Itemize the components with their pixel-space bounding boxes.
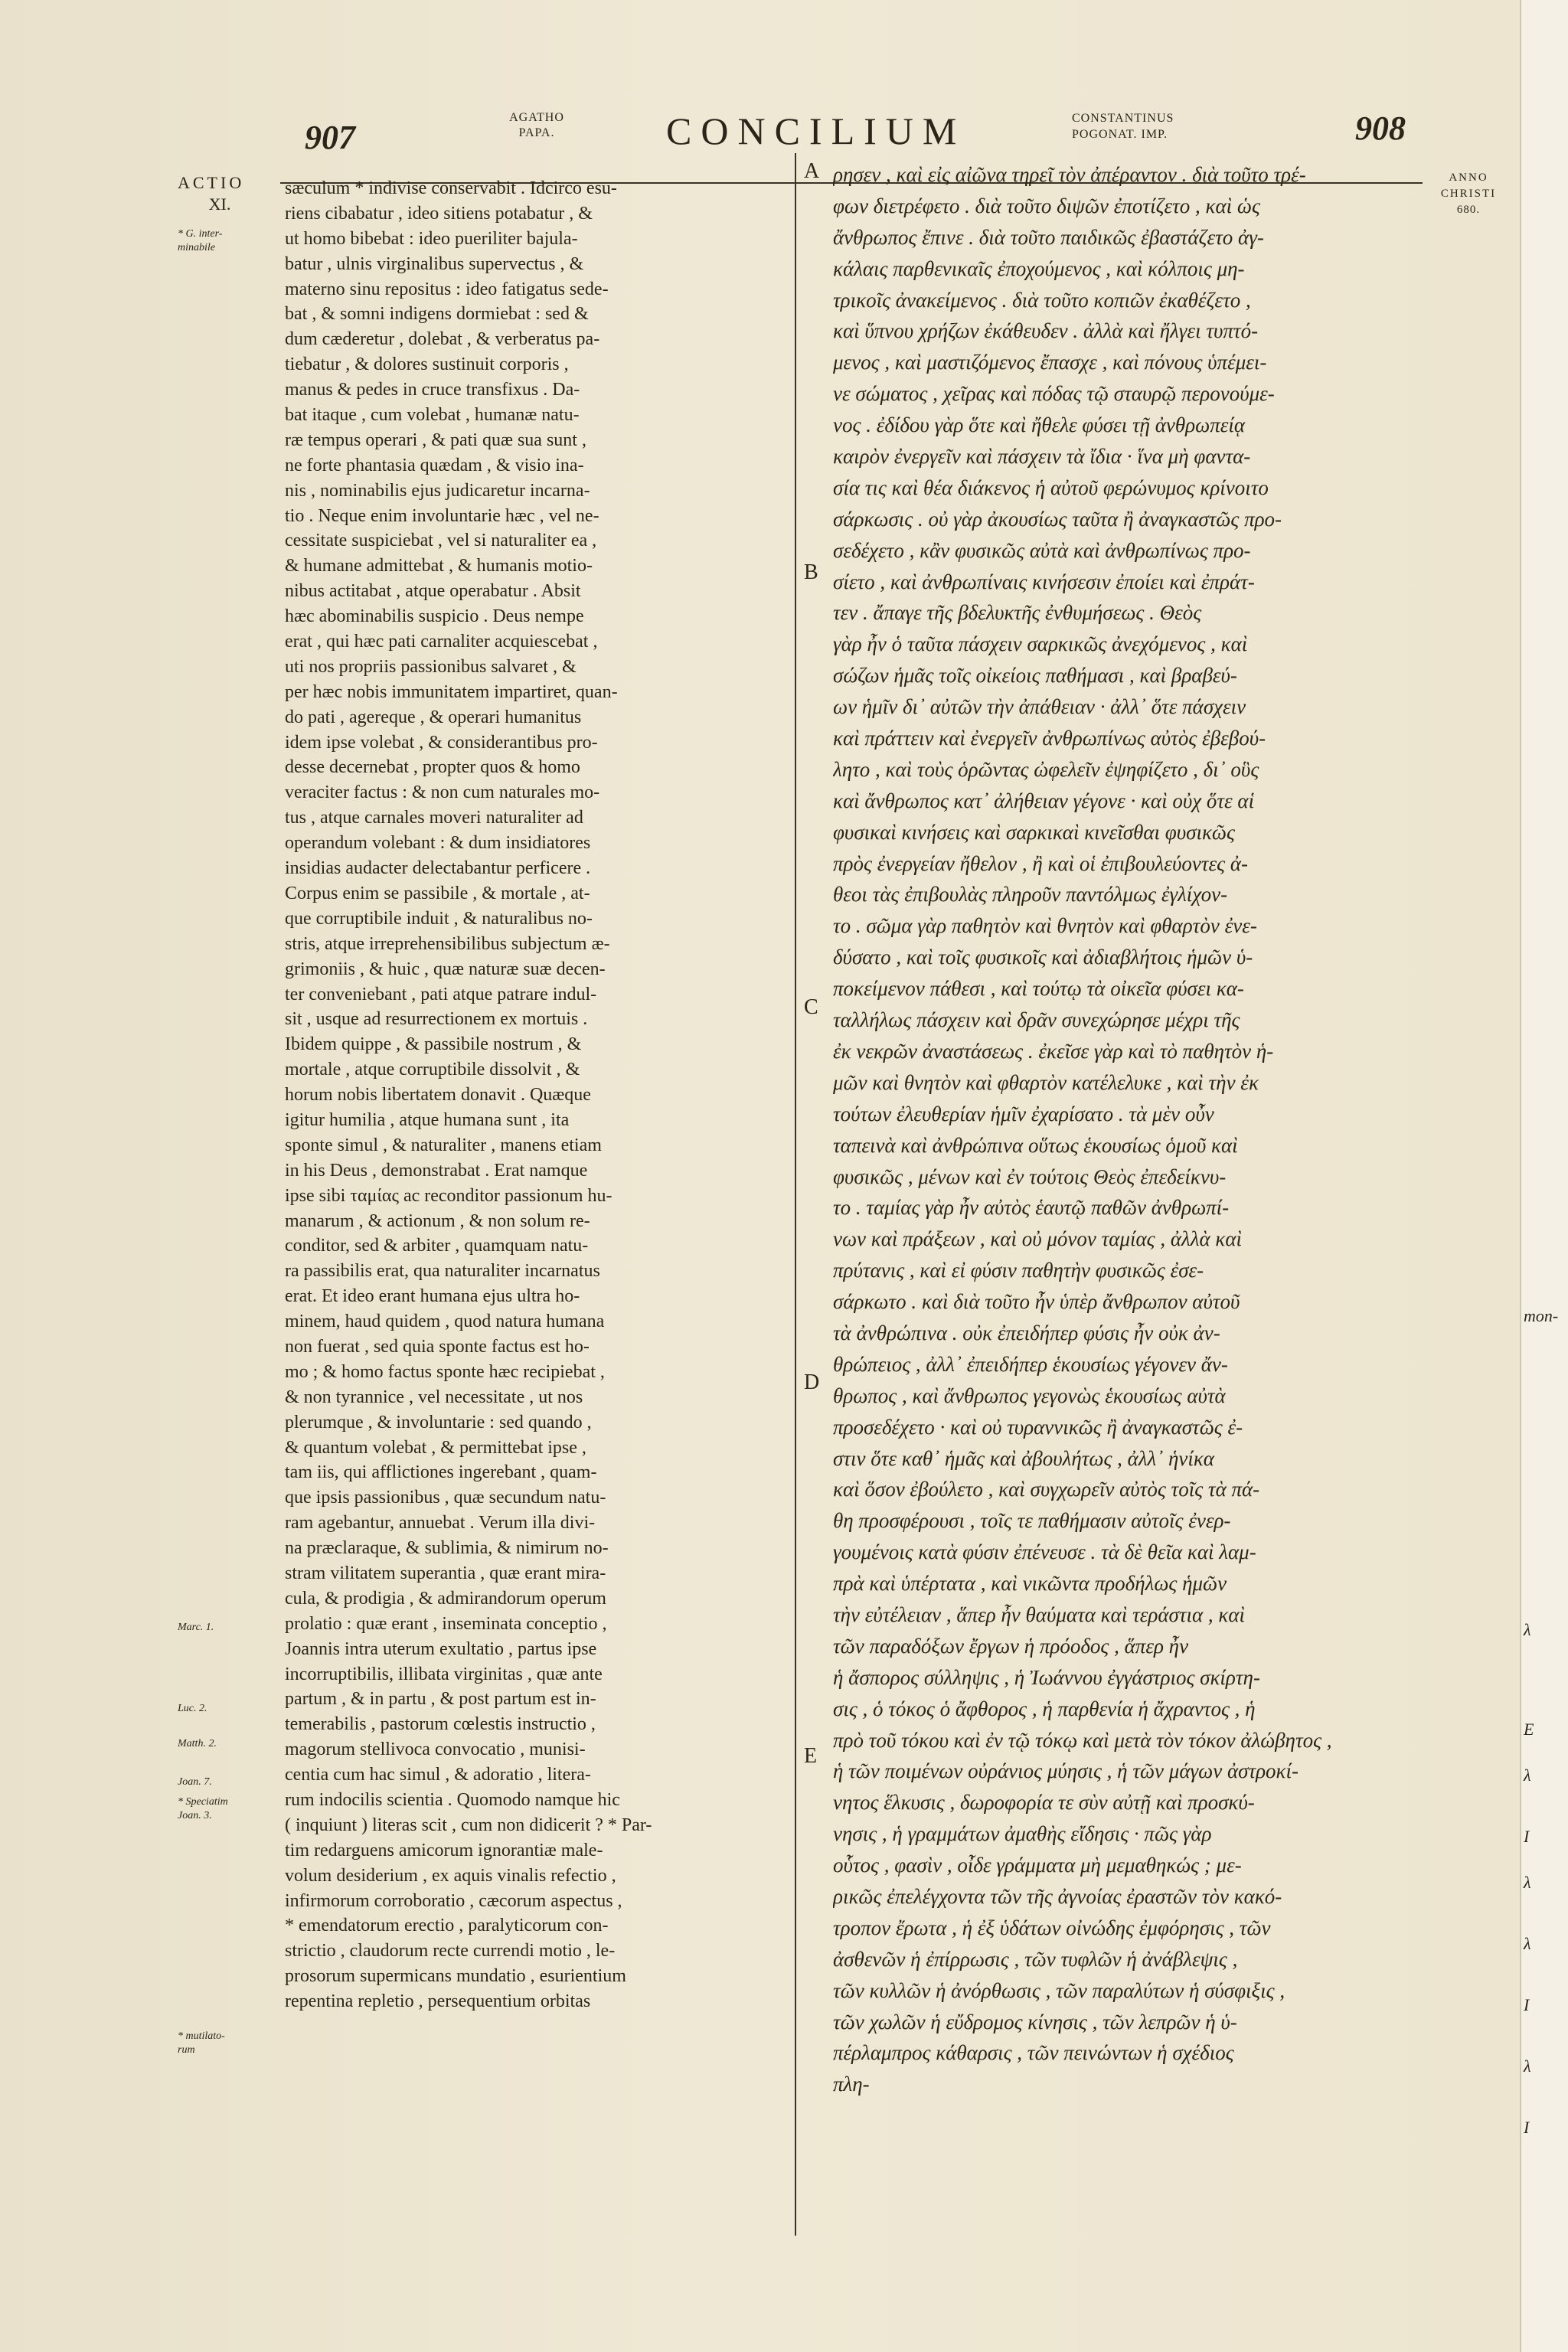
latin-text-line: ( inquiunt ) literas scit , cum non didicerit ? * Par- (285, 1815, 652, 1835)
latin-text-line: partum , & in partu , & post partum est in- (285, 1689, 596, 1710)
greek-text-line: προσεδέχετο · καὶ οὐ τυραννικῶς ἢ ἀναγκαστῶς ἐ- (833, 1415, 1243, 1439)
latin-text-line: magorum stellivoca convocatio , munisi- (285, 1740, 586, 1760)
latin-text-line: minem, haud quidem , quod natura humana (285, 1312, 605, 1332)
latin-text-line: desse decernebat , propter quos & homo (285, 757, 580, 778)
latin-text-line: prosorum supermicans mundatio , esurientium (285, 1966, 626, 1987)
bleed-text: Ε (1524, 1720, 1534, 1739)
greek-text-line: τρικοῖς ἀνακείμενος . διὰ τοῦτο κοπιῶν ἐκαθέζετο , (833, 288, 1251, 312)
greek-text-line: πρὸ τοῦ τόκου καὶ ἐν τῷ τόκῳ καὶ μετὰ τὸν τόκον ἀλώβητος , (833, 1728, 1332, 1752)
latin-text-line: tio . Neque enim involuntarie hæc , vel ne- (285, 505, 599, 526)
latin-text-line: sit , usque ad resurrectionem ex mortuis . (285, 1009, 588, 1030)
greek-text-line: το . ταμίας γὰρ ἦν αὐτὸς ἑαυτῷ παθῶν ἀνθρωπί- (833, 1196, 1230, 1220)
latin-text-line: que ipsis passionibus , quæ secundum natu- (285, 1488, 606, 1508)
greek-text-line: ταλλήλως πάσχειν καὶ δρᾶν συνεχώρησε μέχρι τῆς (833, 1008, 1240, 1032)
latin-text-line: Ibidem quippe , & passibile nostrum , & (285, 1034, 582, 1055)
greek-text-line: καὶ ὕπνου χρήζων ἐκάθευδεν . ἀλλὰ καὶ ἤλγει τυπτό- (833, 319, 1259, 343)
greek-text-line: τὴν εὐτέλειαν , ἅπερ ἦν θαύματα καὶ τεράστια , καὶ (833, 1602, 1246, 1626)
greek-text-line: ποκείμενον πάθεσι , καὶ τούτῳ τὰ οἰκεῖα φύσει κα- (833, 977, 1244, 1001)
section-letter: B (804, 560, 818, 584)
latin-text-line: ne forte phantasia quædam , & visio ina- (285, 455, 584, 475)
latin-text-line: horum nobis libertatem donavit . Quæque (285, 1085, 591, 1106)
left-margin (178, 172, 292, 2056)
greek-text-line: φυσικαὶ κινήσεις καὶ σαρκικαὶ κινεῖσθαι φυσικῶς (833, 820, 1235, 844)
latin-text-line: dum cæderetur , dolebat , & verberatus pa- (285, 329, 600, 350)
constantinus-label (1072, 110, 1174, 142)
greek-text-line: τεν . ἄπαγε τῆς βδελυκτῆς ἐνθυμήσεως . Θεὸς (833, 601, 1202, 625)
section-letter: E (804, 1744, 818, 1768)
greek-text-line: γουμένοις κατὰ φύσιν ἐπένευσε . τὰ δὲ θεῖα καὶ λαμ- (833, 1540, 1256, 1564)
latin-text-line: * emendatorum erectio , paralyticorum con- (285, 1916, 609, 1936)
latin-text-line: erat , qui hæc pati carnaliter acquiescebat , (285, 632, 598, 652)
latin-text-line: cessitate suspiciebat , vel si naturaliter ea , (285, 531, 597, 551)
greek-text-line: θεοι τὰς ἐπιβουλὰς πληροῦν παντόλμως ἐγλίχον- (833, 883, 1228, 906)
greek-text-line: ρησεν , καὶ εἰς αἰῶνα τηρεῖ τὸν ἀπέραντον . διὰ τοῦτο τρέ- (833, 163, 1306, 186)
latin-text-line: manarum , & actionum , & non solum re- (285, 1210, 590, 1231)
latin-text-line: erat. Et ideo erant humana ejus ultra ho- (285, 1286, 580, 1307)
latin-text-line: in his Deus , demonstrabat . Erat namque (285, 1160, 588, 1181)
bleed-text: Ι (1524, 1827, 1530, 1846)
section-letter: D (804, 1370, 820, 1394)
greek-text-line: σάρκωτο . καὶ διὰ τοῦτο ἦν ὑπὲρ ἄνθρωπον αὐτοῦ (833, 1290, 1240, 1314)
greek-text-line: σεδέχετο , κἂν φυσικῶς αὐτὰ καὶ ἀνθρωπίνως προ- (833, 538, 1251, 562)
greek-text-line: πέρλαμπρος κάθαρσις , τῶν πεινώντων ἡ σχέδιος (833, 2041, 1234, 2065)
greek-text-line: μενος , καὶ μαστιζόμενος ἔπασχε , καὶ πόνους ὑπέμει- (833, 351, 1267, 374)
latin-text-line: prolatio : quæ erant , inseminata conceptio , (285, 1613, 607, 1634)
right-margin (1423, 170, 1514, 218)
greek-text-line: στιν ὅτε καθ᾽ ἡμᾶς καὶ ἀβουλήτως , ἀλλ᾽ ἡνίκα (833, 1446, 1214, 1470)
margin-note: Joan. 7. (178, 1776, 212, 1788)
column-divider (795, 153, 796, 2236)
bleed-text: λ (1524, 1873, 1531, 1892)
papa-line: PAPA. (518, 126, 555, 139)
greek-text-line: ἐκ νεκρῶν ἀναστάσεως . ἐκεῖσε γὰρ καὶ τὸ παθητὸν ἡ- (833, 1039, 1274, 1063)
greek-text-line: πρύτανις , καὶ εἰ φύσιν παθητὴν φυσικῶς ἐσε- (833, 1259, 1204, 1282)
bleed-text: λ (1524, 2056, 1531, 2076)
greek-text-line: θρώπειος , ἀλλ᾽ ἐπειδήπερ ἑκουσίως γέγονεν ἄν- (833, 1352, 1228, 1376)
latin-text-line: plerumque , & involuntarie : sed quando , (285, 1412, 592, 1432)
bleed-text: λ (1524, 1620, 1531, 1639)
greek-text-line: νε σώματος , χεῖρας καὶ πόδας τῷ σταυρῷ περονούμε- (833, 382, 1275, 406)
section-letter: C (804, 995, 818, 1019)
latin-text-line: tus , atque carnales moveri naturaliter ad (285, 808, 583, 828)
latin-text-line: grimoniis , & huic , quæ naturæ suæ decen- (285, 959, 606, 979)
greek-text-line: γὰρ ἦν ὁ ταῦτα πάσχειν σαρκικῶς ἀνεχόμενος , καὶ (833, 632, 1248, 656)
greek-text-line: θη προσφέρουσι , τοῖς τε παθήμασιν αὐτοῖς ἐνερ- (833, 1509, 1231, 1533)
page-number-right: 908 (1355, 109, 1406, 147)
christi-label: CHRISTI (1440, 188, 1497, 200)
latin-text-line: volum desiderium , ex aquis vinalis refectio , (285, 1865, 616, 1886)
greek-text-line: ἡ τῶν ποιμένων οὐράνιος μύησις , ἡ τῶν μάγων ἀστροκί- (833, 1759, 1299, 1783)
margin-note: Marc. 1. (178, 1622, 214, 1633)
latin-text-line: tiebatur , & dolores sustinuit corporis , (285, 354, 569, 375)
latin-text-line: conditor, sed & arbiter , quamquam natu- (285, 1236, 589, 1256)
latin-text-line: tim redarguens amicorum ignorantiæ male- (285, 1840, 603, 1860)
latin-text-line: nis , nominabilis ejus judicaretur incarna- (285, 480, 590, 501)
latin-text-line: sponte simul , & naturaliter , manens etiam (285, 1135, 602, 1155)
greek-text-line: καιρὸν ἐνεργεῖν καὶ πάσχειν τὰ ἴδια · ἵνα μὴ φαντα- (833, 445, 1251, 469)
greek-text-line: πρὰ καὶ ὑπέρτατα , καὶ νικῶντα προδήλως ἡμῶν (833, 1572, 1227, 1596)
latin-text-line: que corruptibile induit , & naturalibus no- (285, 908, 593, 929)
latin-text-line: ter conveniebant , pati atque patrare indul- (285, 984, 597, 1004)
latin-text-line: repentina repletio , persequentium orbitas (285, 1991, 591, 2012)
actio-number: XI. (208, 194, 231, 214)
margin-note: * mutilato- (178, 2030, 225, 2042)
greek-text-line: τὰ ἀνθρώπινα . οὐκ ἐπειδήπερ φύσις ἦν οὐκ ἀν- (833, 1321, 1220, 1344)
bleed-text: Ι (1524, 1995, 1530, 2014)
greek-text-line: μῶν καὶ θνητὸν καὶ φθαρτὸν κατέλελυκε , καὶ τὴν ἐκ (833, 1070, 1259, 1094)
latin-text-line: materno sinu repositus : ideo fatigatus sede- (285, 279, 609, 299)
latin-text-line: rum indocilis scientia . Quomodo namque hic (285, 1790, 620, 1810)
latin-text-line: Joannis intra uterum exultatio , partus ipse (285, 1638, 597, 1659)
greek-text-line: ἡ ἄσπορος σύλληψις , ἡ Ἰωάννου ἐγγάστριος σκίρτη- (833, 1665, 1260, 1689)
greek-text-line: ἀσθενῶν ἡ ἐπίρρωσις , τῶν τυφλῶν ἡ ἀνάβλεψις , (833, 1947, 1238, 1971)
running-header (0, 100, 1520, 168)
greek-text-line: νησις , ἡ γραμμάτων ἀμαθὴς εἴδησις · πῶς γὰρ (833, 1822, 1212, 1846)
greek-text-line: σίετο , καὶ ἀνθρωπίναις κινήσεσιν ἐποίει καὶ ἐπράτ- (833, 570, 1255, 593)
greek-text-line: σώζων ἡμᾶς τοῖς οἰκείοις παθήμασι , καὶ βραβεύ- (833, 664, 1237, 688)
latin-text-line: bat , & somni indigens dormiebat : sed & (285, 304, 589, 325)
latin-text-line: riens cibabatur , ideo sitiens potabatur , & (285, 203, 593, 224)
greek-text-line: καὶ ἄνθρωπος κατ᾽ ἀλήθειαν γέγονε · καὶ οὐχ ὅτε αἱ (833, 789, 1255, 812)
margin-note: minabile (178, 242, 215, 253)
latin-text-line: per hæc nobis immunitatem impartiret, quan- (285, 681, 618, 702)
greek-text-line: πρὸς ἐνεργείαν ἤθελον , ἢ καὶ οἱ ἐπιβουλεύοντες ἀ- (833, 851, 1248, 875)
greek-text-line: δύσατο , καὶ τοῖς φυσικοῖς καὶ ἀδιαβλήτοις ἡμῶν ὑ- (833, 946, 1253, 969)
latin-text-line: uti nos propriis passionibus salvaret , & (285, 656, 577, 677)
latin-text-line: cula, & prodigia , & admirandorum operum (285, 1588, 606, 1609)
page-number-left: 907 (305, 119, 355, 156)
greek-text-line: σάρκωσις . οὐ γὰρ ἀκουσίως ταῦτα ἢ ἀναγκαστῶς προ- (833, 507, 1282, 531)
greek-text-line: καὶ ὅσον ἐβούλετο , καὶ συγχωρεῖν αὐτὸς τοῖς τὰ πά- (833, 1478, 1260, 1501)
latin-text-line: sæculum * indivise conservabit . Idcirco esu- (285, 178, 617, 198)
latin-text-line: incorruptibilis, illibata virginitas , quæ ante (285, 1664, 603, 1684)
latin-text-line: idem ipse volebat , & considerantibus pro- (285, 732, 598, 753)
latin-column (285, 176, 790, 2014)
greek-text-line: ἄνθρωπος ἔπινε . διὰ τοῦτο παιδικῶς ἐβαστάζετο ἀγ- (833, 225, 1264, 249)
margin-note: rum (178, 2044, 195, 2056)
latin-text-line: stris, atque irreprehensibilibus subjectum æ- (285, 933, 610, 954)
margin-note: * G. inter- (178, 228, 223, 240)
latin-text-line: tam iis, qui afflictiones ingerebant , quam- (285, 1462, 597, 1483)
latin-text-line: igitur humilia , atque humana sunt , ita (285, 1109, 570, 1130)
margin-note: * Speciatim (178, 1796, 228, 1808)
latin-text-line: veraciter factus : & non cum naturales mo- (285, 782, 600, 803)
latin-text-line: manus & pedes in cruce transfixus . Da- (285, 380, 580, 400)
latin-text-line: operandum volebant : & dum insidiatores (285, 833, 591, 854)
latin-text-line: mo ; & homo factus sponte hæc recipiebat , (285, 1361, 605, 1382)
agatho-line: AGATHO (509, 111, 564, 124)
greek-text-line: ταπεινὰ καὶ ἀνθρώπινα οὕτως ἑκουσίως ὁμοῦ καὶ (833, 1133, 1238, 1157)
latin-text-line: ræ tempus operari , & pati quæ sua sunt , (285, 430, 586, 450)
bleed-text: Ι (1524, 2118, 1530, 2137)
latin-text-line: hæc abominabilis suspicio . Deus nempe (285, 606, 584, 627)
greek-text-line: πλη- (833, 2073, 870, 2096)
latin-text-line: nibus actitabat , atque operabatur . Absit (285, 581, 581, 602)
latin-text-line: insidias audacter delectabantur perficere . (285, 858, 591, 879)
latin-text-line: centia cum hac simul , & adoratio , litera- (285, 1765, 591, 1785)
latin-text-line: ra passibilis erat, qua naturaliter incarnatus (285, 1261, 600, 1282)
latin-text-line: & quantum volebat , & permittebat ipse , (285, 1437, 586, 1458)
latin-text-line: infirmorum corroboratio , cæcorum aspectus , (285, 1890, 622, 1911)
greek-text-line: νος . ἐδίδου γὰρ ὅτε καὶ ἤθελε φύσει τῇ ἀνθρωπείᾳ (833, 413, 1246, 437)
greek-text-line: νητος ἕλκυσις , δωροφορία τε σὺν αὐτῇ καὶ προσκύ- (833, 1791, 1255, 1815)
greek-text-line: κάλαις παρθενικαῖς ἐποχούμενος , καὶ κόλποις μη- (833, 256, 1245, 280)
bleed-text: λ (1524, 1934, 1531, 1953)
latin-text-line: & humane admittebat , & humanis motio- (285, 556, 593, 577)
pogonat-line: POGONAT. IMP. (1072, 128, 1168, 141)
latin-text-line: temerabilis , pastorum cœlestis instructio , (285, 1714, 596, 1735)
greek-text-line: καὶ πράττειν καὶ ἐνεργεῖν ἀνθρωπίνως αὐτὸς ἐβεβού- (833, 727, 1266, 750)
greek-text-line: οὗτος , φασὶν , οἶδε γράμματα μὴ μεμαθηκώς ; με- (833, 1854, 1242, 1877)
latin-text-line: do pati , agereque , & operari humanitus (285, 707, 582, 727)
greek-text-line: ων ἡμῖν δι᾽ αὐτῶν τὴν ἀπάθειαν · ἀλλ᾽ ὅτε πάσχειν (833, 695, 1246, 719)
greek-text-line: τούτων ἐλευθερίαν ἡμῖν ἐχαρίσατο . τὰ μὲν οὖν (833, 1102, 1214, 1125)
margin-note: Luc. 2. (178, 1703, 207, 1714)
latin-text-line: na præclaraque, & sublimia, & nimirum no- (285, 1538, 609, 1559)
constantinus-line: CONSTANTINUS (1072, 112, 1174, 125)
bleed-text: mon- (1524, 1306, 1559, 1325)
section-letter: A (804, 159, 820, 183)
latin-text-line: ut homo bibebat : ideo pueriliter bajula- (285, 228, 578, 249)
greek-column (833, 159, 1419, 2100)
anno-label: ANNO (1449, 172, 1488, 184)
agatho-papa-label (487, 110, 586, 141)
greek-text-line: τῶν παραδόξων ἔργων ἡ πρόοδος , ἅπερ ἦν (833, 1634, 1189, 1658)
latin-text-line: strictio , claudorum recte currendi motio , le- (285, 1941, 616, 1962)
year-label: 680. (1456, 204, 1481, 216)
latin-text-line: stram vilitatem superantia , quæ erant mira- (285, 1563, 606, 1583)
greek-text-line: τροπον ἔρωτα , ἡ ἐξ ὑδάτων οἰνώδης ἐμφόρησις , τῶν (833, 1916, 1271, 1939)
margin-note: Joan. 3. (178, 1810, 212, 1821)
bleed-text: λ (1524, 1766, 1531, 1785)
page-title: CONCILIUM (666, 109, 966, 152)
greek-text-line: ρικῶς ἐπελέγχοντα τῶν τῆς ἀγνοίας ἐραστῶν τὸν κακό- (833, 1884, 1282, 1908)
latin-text-line: mortale , atque corruptibile dissolvit , & (285, 1060, 580, 1080)
actio-label: ACTIO (178, 173, 245, 192)
greek-text-line: τῶν κυλλῶν ἡ ἀνόρθωσις , τῶν παραλύτων ἡ σύσφιξις , (833, 1978, 1285, 2002)
margin-note: Matth. 2. (178, 1738, 217, 1749)
latin-text-line: ram agebantur, annuebat . Verum illa divi- (285, 1513, 596, 1534)
greek-text-line: σις , ὁ τόκος ὁ ἄφθορος , ἡ παρθενία ἡ ἄχραντος , ἡ (833, 1697, 1256, 1720)
latin-text-line: non fuerat , sed quia sponte factus est ho- (285, 1336, 590, 1357)
latin-text-line: Corpus enim se passibile , & mortale , at- (285, 883, 590, 903)
latin-text-line: batur , ulnis virginalibus supervectus , & (285, 253, 584, 274)
greek-text-line: φυσικῶς , μένων καὶ ἐν τούτοις Θεὸς ἐπεδείκνυ- (833, 1165, 1227, 1188)
latin-text-line: bat itaque , cum volebat , humanæ natu- (285, 405, 580, 426)
greek-text-line: θρωπος , καὶ ἄνθρωπος γεγονὼς ἑκουσίως αὐτὰ (833, 1383, 1226, 1407)
latin-text-line: & non tyrannice , vel necessitate , ut nos (285, 1387, 583, 1407)
greek-text-line: φων διετρέφετο . διὰ τοῦτο διψῶν ἐποτίζετο , καὶ ὡς (833, 194, 1260, 217)
greek-text-line: λητο , καὶ τοὺς ὁρῶντας ὠφελεῖν ἐψηφίζετο , δι᾽ οὓς (833, 757, 1259, 781)
greek-text-line: τῶν χωλῶν ἡ εὔδρομος κίνησις , τῶν λεπρῶν ἡ ὑ- (833, 2010, 1237, 2034)
greek-text-line: σία τις καὶ θέα διάκενος ἡ αὐτοῦ φερώνυμος κρίνοιτο (833, 475, 1269, 499)
latin-text-line: ipse sibi ταμίας ac reconditor passionum hu- (285, 1185, 612, 1206)
greek-text-line: νων καὶ πράξεων , καὶ οὐ μόνον ταμίας , ἀλλὰ καὶ (833, 1227, 1243, 1251)
greek-text-line: το . σῶμα γὰρ παθητὸν καὶ θνητὸν καὶ φθαρτὸν ἐνε- (833, 914, 1257, 938)
